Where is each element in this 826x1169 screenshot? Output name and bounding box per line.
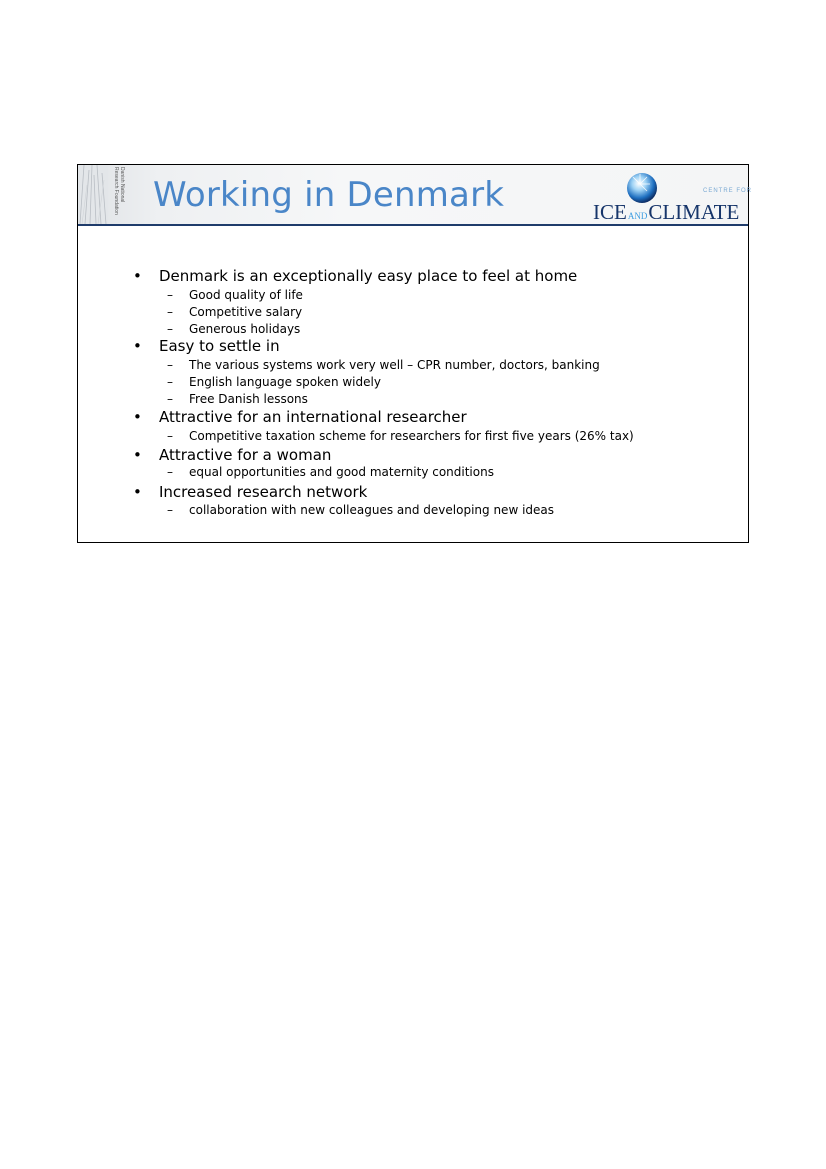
sub-bullet-item xyxy=(167,392,308,406)
slide-header xyxy=(78,165,752,224)
header-divider xyxy=(78,224,748,226)
sub-bullet-mark: – xyxy=(167,503,173,517)
centre-for-ice-and-climate-logo xyxy=(593,171,752,224)
sub-bullet-mark: – xyxy=(167,305,173,319)
bullet-mark: • xyxy=(133,408,142,426)
sub-bullet-item xyxy=(167,465,494,479)
sub-bullet-text: collaboration with new colleagues and developing new ideas xyxy=(189,503,555,517)
sub-bullet-text: Competitive taxation scheme for researchers for first five years (26% tax) xyxy=(189,429,634,443)
sub-bullet-item xyxy=(167,305,303,319)
slide-title: Working in Denmark xyxy=(153,175,505,215)
bullet-text: Attractive for an international researcher xyxy=(159,408,467,426)
logo-climate: CLIMATE xyxy=(648,200,740,224)
slide xyxy=(77,164,752,543)
sub-bullet-mark: – xyxy=(167,288,173,302)
sub-bullet-text: English language spoken widely xyxy=(189,375,381,389)
bullet-mark: • xyxy=(133,337,142,355)
sub-bullet-text: Generous holidays xyxy=(189,322,301,336)
bullet-item xyxy=(133,483,368,501)
sidebar-decoration-icon xyxy=(78,165,108,224)
sub-bullet-text: Good quality of life xyxy=(189,288,303,302)
bullet-text: Attractive for a woman xyxy=(159,446,332,464)
sub-bullet-text: equal opportunities and good maternity conditions xyxy=(189,465,494,479)
bullet-item xyxy=(133,408,467,426)
logo-and: AND xyxy=(627,211,648,221)
bullet-text: Denmark is an exceptionally easy place to feel at home xyxy=(159,267,578,285)
sub-bullet-item xyxy=(167,322,301,336)
bullet-mark: • xyxy=(133,446,142,464)
bullet-mark: • xyxy=(133,267,142,285)
bullet-item xyxy=(133,446,332,464)
sub-bullet-mark: – xyxy=(167,358,173,372)
bullet-item xyxy=(133,337,280,355)
sub-bullet-mark: – xyxy=(167,429,173,443)
sub-bullet-text: Free Danish lessons xyxy=(189,392,308,406)
sub-bullet-text: The various systems work very well – CPR number, doctors, banking xyxy=(189,358,600,372)
sub-bullet-item xyxy=(167,503,555,517)
sub-bullet-mark: – xyxy=(167,392,173,406)
sub-bullet-mark: – xyxy=(167,465,173,479)
logo-ice: ICE xyxy=(593,200,627,224)
bullet-text: Increased research network xyxy=(159,483,368,501)
logo-wordmark xyxy=(593,200,739,225)
bullet-item xyxy=(133,267,578,285)
sub-bullet-item xyxy=(167,358,600,372)
bullet-mark: • xyxy=(133,483,142,501)
bullet-text: Easy to settle in xyxy=(159,337,280,355)
sub-bullet-mark: – xyxy=(167,375,173,389)
sub-bullet-item xyxy=(167,429,634,443)
sub-bullet-mark: – xyxy=(167,322,173,336)
dnrf-label: Danish National Research Foundation xyxy=(113,167,125,215)
sub-bullet-item xyxy=(167,375,381,389)
sub-bullet-item xyxy=(167,288,303,302)
sub-bullet-text: Competitive salary xyxy=(189,305,303,319)
logo-centre-for: CENTRE FOR xyxy=(703,188,752,194)
